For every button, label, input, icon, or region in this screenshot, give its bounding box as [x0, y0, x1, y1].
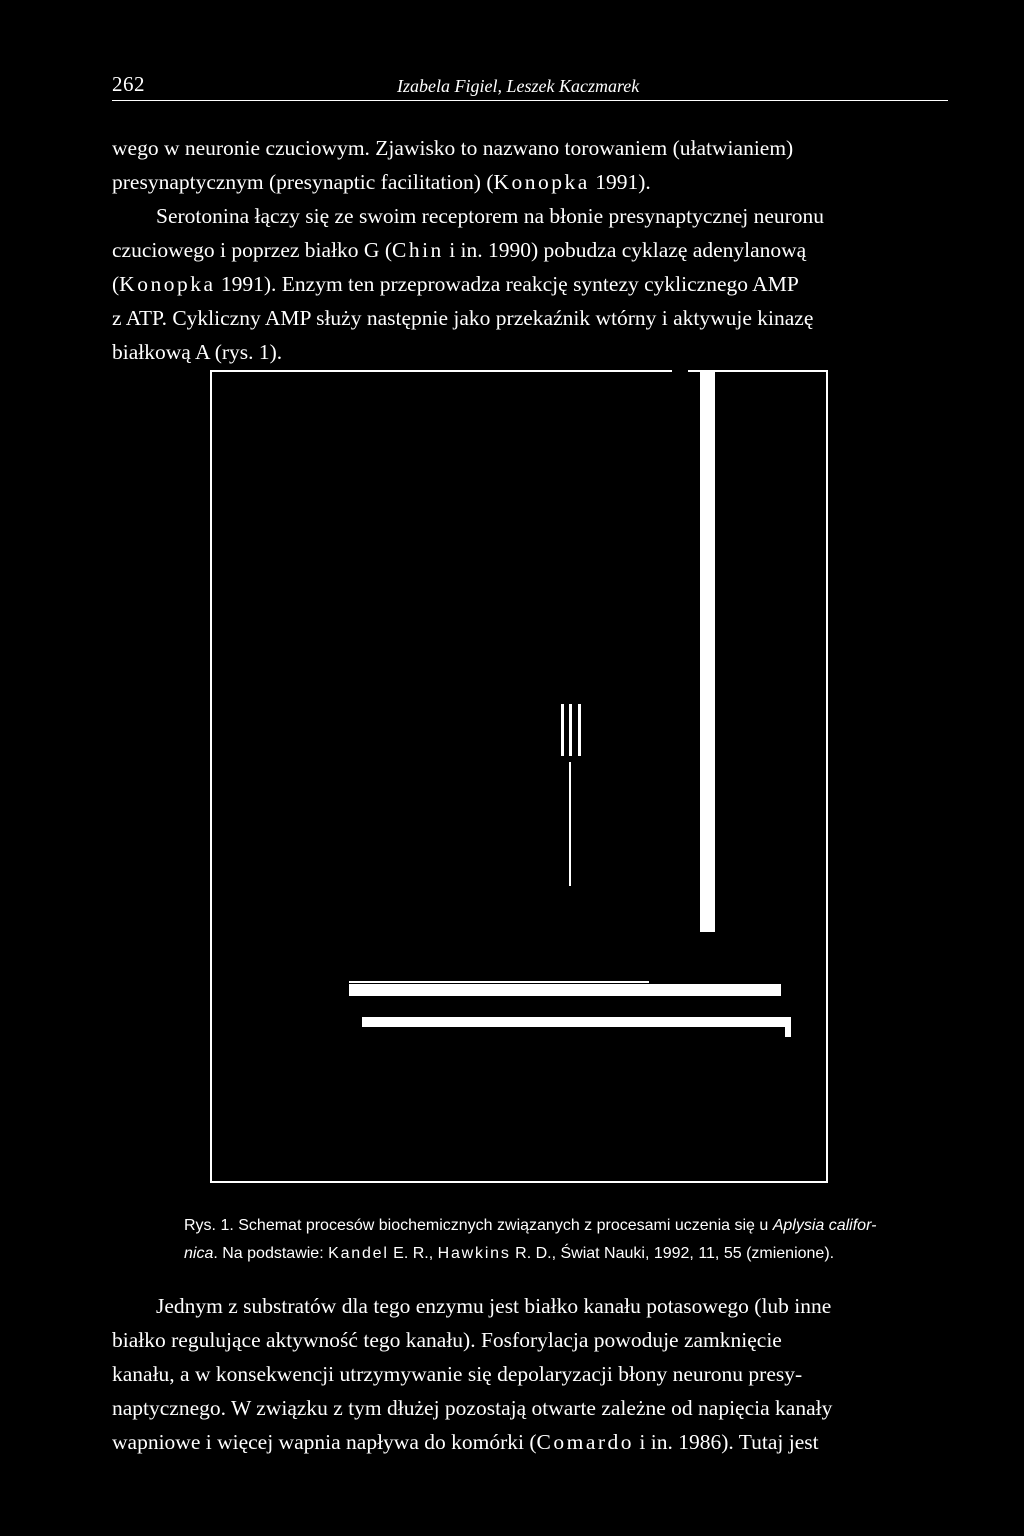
caption-author: Kandel: [328, 1245, 389, 1262]
caption-author: Hawkins: [437, 1245, 511, 1262]
caption-species: Aplysia califor-: [772, 1217, 877, 1234]
caption-species: nica: [184, 1245, 214, 1262]
figure-thin-line: [578, 704, 581, 756]
text-line: i in. 1986). Tutaj jest: [634, 1430, 819, 1454]
figure-thin-line: [561, 704, 564, 756]
text-line: (: [112, 272, 120, 296]
figure-thin-line: [569, 704, 572, 756]
figure-membrane-upper: [349, 984, 781, 996]
caption-text: R. D., Świat Nauki, 1992, 11, 55 (zmienione).: [510, 1245, 835, 1262]
text-line: białko regulujące aktywność tego kanału). Fosforylacja powoduje zamknięcie: [112, 1328, 782, 1352]
text-line: Jednym z substratów dla tego enzymu jest białko kanału potasowego (lub inne: [156, 1294, 832, 1318]
text-line: wego w neuronie czuciowym. Zjawisko to nazwano torowaniem (ułatwianiem): [112, 136, 794, 160]
text-line: białkową A (rys. 1).: [112, 340, 283, 364]
citation-author: Konopka: [119, 272, 216, 296]
figure-tall-bar: [700, 370, 715, 932]
caption-label: Rys. 1.: [184, 1217, 234, 1234]
running-header-authors: Izabela Figiel, Leszek Kaczmarek: [397, 76, 640, 96]
text-line: i in. 1990) pobudza cyklazę adenylanową: [443, 238, 807, 262]
figure-frame: [210, 370, 828, 1183]
figure-membrane-lower: [362, 1017, 790, 1027]
citation-author: Comardo: [536, 1430, 635, 1454]
caption-text: . Na podstawie:: [213, 1245, 329, 1262]
text-line: presynaptycznym (presynaptic facilitation) (: [112, 170, 494, 194]
figure-caption: [184, 1212, 950, 1268]
text-line: Serotonina łączy się ze swoim receptorem na błonie presynaptycznej neuronu: [156, 204, 825, 228]
text-line: z ATP. Cykliczny AMP służy następnie jako przekaźnik wtórny i aktywuje kinazę: [112, 306, 814, 330]
figure-membrane-upper-edge: [349, 981, 649, 983]
header-rule: [112, 100, 948, 101]
citation-author: Konopka: [493, 170, 590, 194]
paragraph-top: [112, 131, 950, 369]
text-line: 1991).: [589, 170, 651, 194]
text-line: czuciowego i poprzez białko G (: [112, 238, 392, 262]
caption-text: E. R.,: [388, 1245, 438, 1262]
figure-thin-line: [569, 762, 571, 886]
figure-membrane-lower-tick: [785, 1017, 791, 1037]
figure-frame-gap: [672, 369, 688, 373]
citation-author: Chin: [391, 238, 444, 262]
text-line: wapniowe i więcej wapnia napływa do komórki (: [112, 1430, 537, 1454]
page-number: 262: [112, 72, 145, 96]
text-line: kanału, a w konsekwencji utrzymywanie się depolaryzacji błony neuronu presy-: [112, 1362, 803, 1386]
text-line: naptycznego. W związku z tym dłużej pozostają otwarte zależne od napięcia kanały: [112, 1396, 833, 1420]
caption-text: Schemat procesów biochemicznych związanych z procesami uczenia się u: [233, 1217, 773, 1234]
paragraph-bottom: [112, 1289, 950, 1459]
text-line: 1991). Enzym ten przeprowadza reakcję syntezy cyklicznego AMP: [215, 272, 799, 296]
